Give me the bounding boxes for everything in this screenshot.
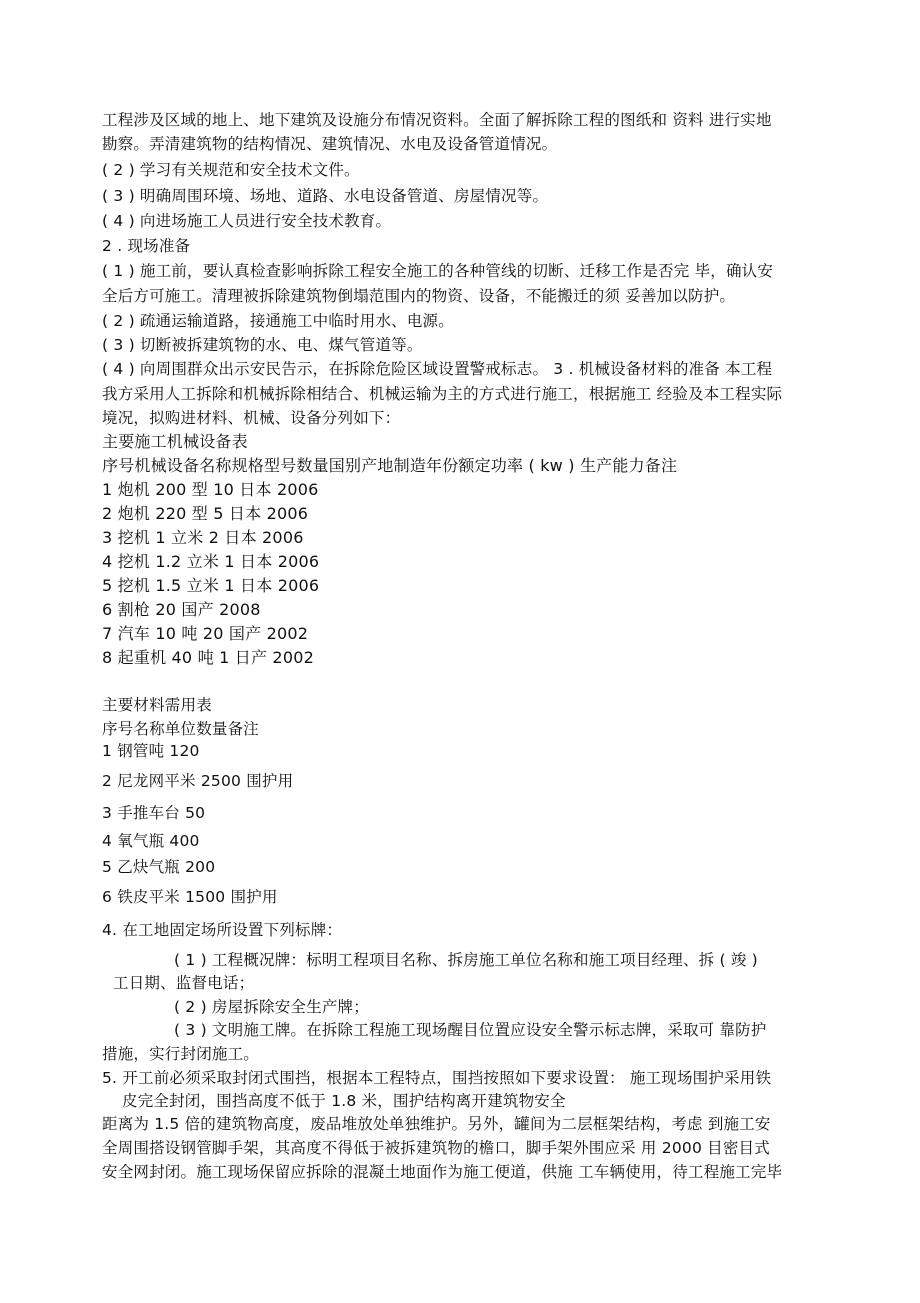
table-title: 主要施工机械设备表 xyxy=(102,432,248,451)
text-line: 工日期、监督电话； xyxy=(113,974,255,992)
text-line: ( 3 ) 切断被拆建筑物的水、电、煤气管道等。 xyxy=(102,336,423,354)
text-line: 勘察。弄清建筑物的结构情况、建筑情况、水电及设备管道情况。 xyxy=(102,135,558,153)
table-row: 1 钢管吨 120 xyxy=(102,742,200,760)
table-row: 7 汽车 10 吨 20 国产 2002 xyxy=(102,624,309,643)
table-row: 2 炮机 220 型 5 日本 2006 xyxy=(102,504,309,523)
text-line: ( 4 ) 向周围群众出示安民告示，在拆除危险区域设置警戒标志。 3 . 机械设备材料的准备 本工程 xyxy=(102,360,773,378)
table-row: 4 挖机 1.2 立米 1 日本 2006 xyxy=(102,552,320,571)
text-line: ( 3 ) 文明施工牌。在拆除工程施工现场醒目位置应设安全警示标志牌，采取可 靠防护 xyxy=(174,1021,767,1039)
section-heading: 4. 在工地固定场所设置下列标牌： xyxy=(102,921,343,939)
table-row: 8 起重机 40 吨 1 日产 2002 xyxy=(102,648,314,667)
text-line: ( 3 ) 明确周围环境、场地、道路、水电设备管道、房屋情况等。 xyxy=(102,187,549,205)
table-row: 5 乙炔气瓶 200 xyxy=(102,858,216,876)
text-line: 皮完全封闭，围挡高度不低于 1.8 米，围护结构离开建筑物安全 xyxy=(122,1092,566,1110)
text-line: 5. 开工前必须采取封闭式围挡，根据本工程特点，围挡按照如下要求设置： 施工现场围护采用铁 xyxy=(102,1069,772,1087)
text-line: 全周围搭设钢管脚手架，其高度不得低于被拆建筑物的檐口，脚手架外围应采 用 2000 目密目式 xyxy=(102,1139,770,1157)
text-line: ( 2 ) 学习有关规范和安全技术文件。 xyxy=(102,161,360,179)
text-line: 境况，拟购进材料、机械、设备分列如下： xyxy=(102,409,401,427)
table-row: 1 炮机 200 型 10 日本 2006 xyxy=(102,480,319,499)
text-line: 全后方可施工。清理被拆除建筑物倒塌范围内的物资、设备，不能搬迁的须 妥善加以防护。 xyxy=(102,287,736,305)
section-heading: 2 . 现场准备 xyxy=(102,237,191,255)
text-line: ( 1 ) 工程概况牌：标明工程项目名称、拆房施工单位名称和施工项目经理、拆 ( 竣 ) xyxy=(174,951,758,969)
table-row: 2 尼龙网平米 2500 围护用 xyxy=(102,772,294,790)
table-row: 6 铁皮平米 1500 围护用 xyxy=(102,888,278,906)
text-line: ( 2 ) 房屋拆除安全生产牌； xyxy=(174,998,369,1016)
table-header: 序号机械设备名称规格型号数量国别产地制造年份额定功率 ( kw ) 生产能力备注 xyxy=(102,456,678,475)
table-row: 3 挖机 1 立米 2 日本 2006 xyxy=(102,528,304,547)
table-row: 4 氧气瓶 400 xyxy=(102,832,200,850)
text-line: 我方采用人工拆除和机械拆除相结合、机械运输为主的方式进行施工，根据施工 经验及本工程实际 xyxy=(102,385,783,403)
text-line: ( 2 ) 疏通运输道路，接通施工中临时用水、电源。 xyxy=(102,312,454,330)
table-row: 3 手推车台 50 xyxy=(102,804,206,822)
text-line: 措施，实行封闭施工。 xyxy=(102,1045,260,1063)
table-row: 5 挖机 1.5 立米 1 日本 2006 xyxy=(102,576,320,595)
table-row: 6 割枪 20 国产 2008 xyxy=(102,600,261,619)
text-line: ( 4 ) 向进场施工人员进行安全技术教育。 xyxy=(102,212,392,230)
table-header: 序号名称单位数量备注 xyxy=(102,720,260,738)
text-line: 距离为 1.5 倍的建筑物高度，废品堆放处单独维护。另外，罐间为二层框架结构，考虑 到施工安 xyxy=(102,1115,771,1133)
text-line: 工程涉及区域的地上、地下建筑及设施分布情况资料。全面了解拆除工程的图纸和 资料 进行实地 xyxy=(102,111,772,129)
text-line: 安全网封闭。施工现场保留应拆除的混凝土地面作为施工便道，供施 工车辆使用，待工程施工完毕 xyxy=(102,1163,783,1181)
table-title: 主要材料需用表 xyxy=(102,696,212,714)
text-line: ( 1 ) 施工前，要认真检查影响拆除工程安全施工的各种管线的切断、迁移工作是否完 毕，确认安 xyxy=(102,262,774,280)
